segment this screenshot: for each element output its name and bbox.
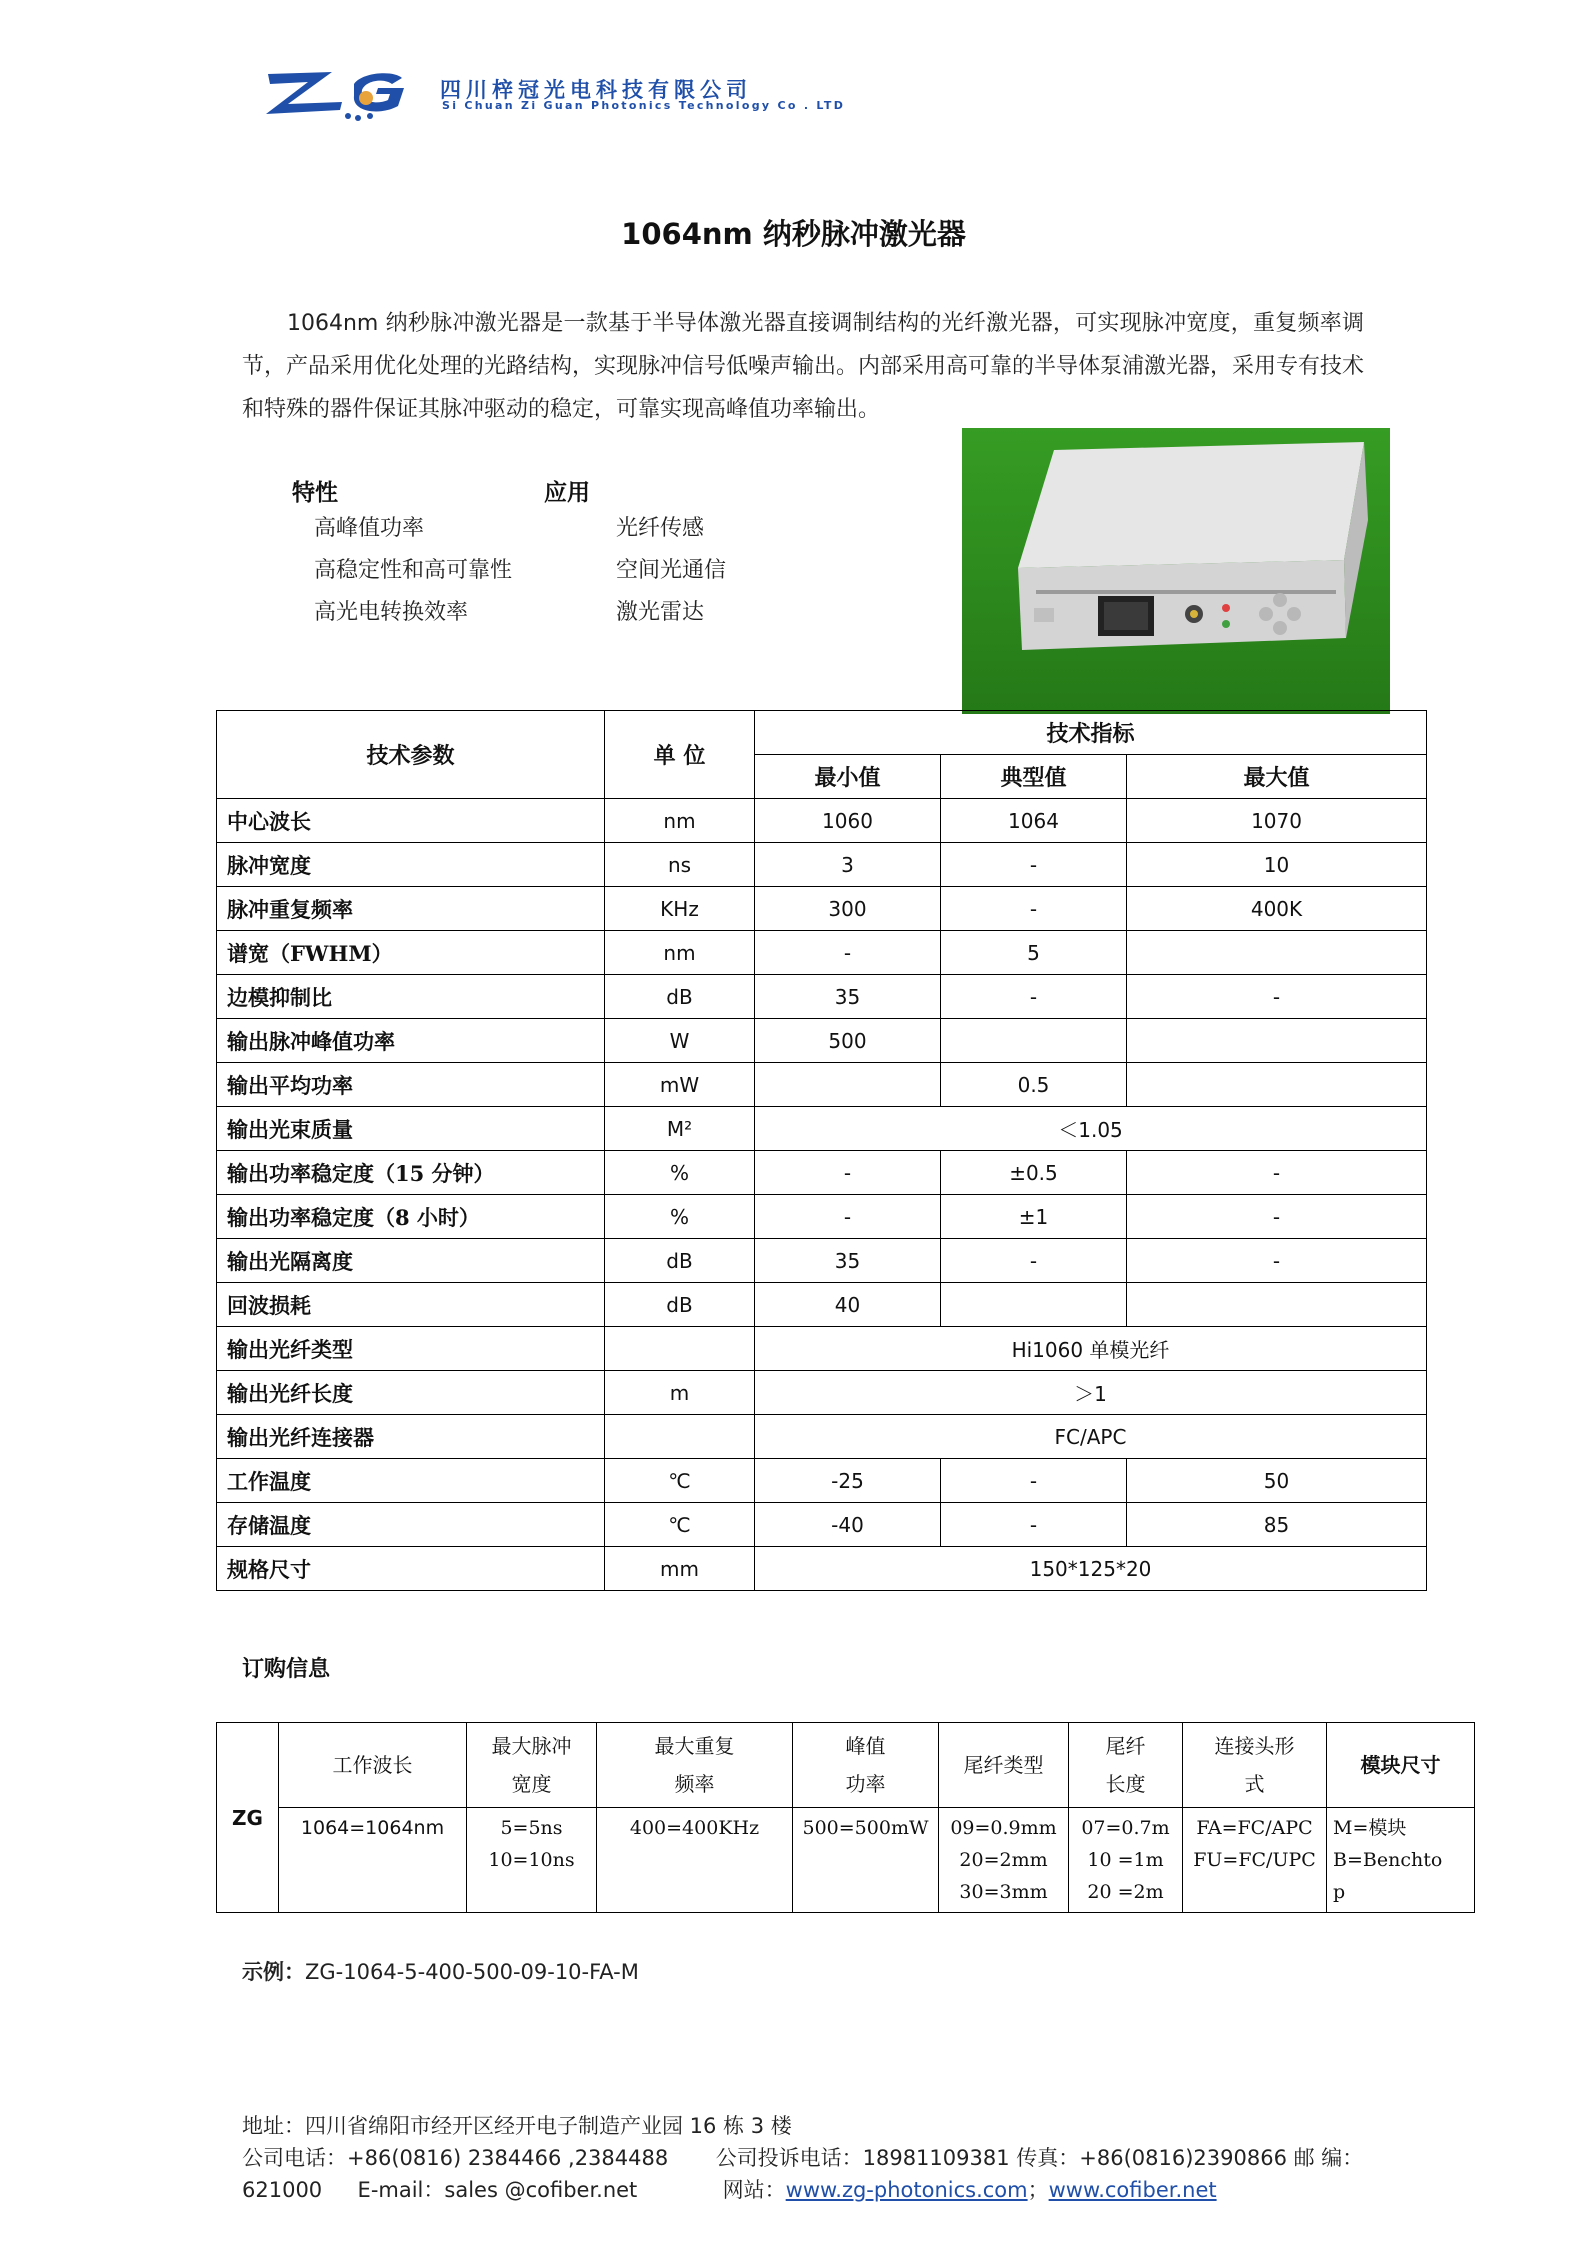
company-name-en: Si Chuan Zi Guan Photonics Technology Co . LTD: [442, 99, 846, 112]
spec-cell-max: -: [1127, 1239, 1427, 1283]
ordering-value: 400=400KHz: [629, 1817, 760, 1839]
website-link-2[interactable]: www.cofiber.net: [1048, 2178, 1217, 2202]
spec-cell-max: 1070: [1127, 799, 1427, 843]
spec-cell-min: 3: [755, 843, 941, 887]
ordering-column-head: [597, 1723, 793, 1808]
spec-cell-max: 50: [1127, 1459, 1427, 1503]
ordering-head-line: 最大重复: [654, 1734, 735, 1758]
spec-row: [217, 1415, 1427, 1459]
ordering-column-head: [1183, 1723, 1327, 1808]
spec-cell-unit: dB: [605, 1283, 755, 1327]
spec-cell-min: -: [755, 1151, 941, 1195]
ordering-value: 1064=1064nm: [300, 1817, 445, 1839]
spec-row: [217, 975, 1427, 1019]
spec-cell-typ: [941, 1283, 1127, 1327]
spec-table: [216, 710, 1427, 1591]
spec-cell-unit: [605, 1415, 755, 1459]
spec-cell-name: 规格尺寸: [217, 1547, 605, 1591]
ordering-column-values: [279, 1808, 467, 1913]
intro-paragraph: 1064nm 纳秒脉冲激光器是一款基于半导体激光器直接调制结构的光纤激光器，可实现脉冲宽度，重复频率调节，产品采用优化处理的光路结构，实现脉冲信号低噪声输出。内部采用高可靠的半导体泵浦激光器，采用专有技术和特殊的器件保证其脉冲驱动的稳定，可靠实现高峰值功率输出。: [242, 311, 1365, 422]
ordering-prefix: ZG: [217, 1723, 279, 1913]
spec-cell-name: 回波损耗: [217, 1283, 605, 1327]
ordering-head-line: 频率: [674, 1772, 715, 1796]
spec-row: [217, 1371, 1427, 1415]
ordering-column-values: [597, 1808, 793, 1913]
ordering-value: 10 =1m: [1087, 1849, 1164, 1871]
spec-cell-max: [1127, 1063, 1427, 1107]
header-spec: 技术指标: [755, 711, 1427, 755]
spec-cell-unit: mW: [605, 1063, 755, 1107]
ordering-value: 09=0.9mm: [950, 1817, 1057, 1839]
company-name-cn: 四川梓冠光电科技有限公司: [440, 78, 752, 102]
ordering-column-head: [1327, 1723, 1475, 1808]
spec-cell-min: -40: [755, 1503, 941, 1547]
header-max: 最大值: [1127, 755, 1427, 799]
spec-row: [217, 1239, 1427, 1283]
spec-cell-typ: 0.5: [941, 1063, 1127, 1107]
spec-cell-unit: m: [605, 1371, 755, 1415]
ordering-value: FU=FC/UPC: [1193, 1849, 1316, 1871]
spec-cell-min: 35: [755, 975, 941, 1019]
spec-row: [217, 1459, 1427, 1503]
spec-row: [217, 1195, 1427, 1239]
spec-cell-merged: ＜1.05: [755, 1107, 1427, 1151]
ordering-head-line: 长度: [1105, 1772, 1146, 1796]
footer-web-sep: ；: [1027, 2178, 1049, 2202]
ordering-value: 20=2mm: [959, 1849, 1048, 1871]
spec-cell-typ: 5: [941, 931, 1127, 975]
spec-cell-unit: mm: [605, 1547, 755, 1591]
footer-phone: 公司电话：+86(0816) 2384466 ,2384488: [242, 2146, 669, 2170]
spec-cell-unit: ℃: [605, 1459, 755, 1503]
spec-cell-name: 输出光隔离度: [217, 1239, 605, 1283]
company-logo: [262, 68, 424, 122]
footer-contact-line: [242, 2174, 1217, 2204]
document-title: 1064nm 纳秒脉冲激光器: [621, 217, 966, 251]
spec-cell-typ: [941, 1019, 1127, 1063]
spec-cell-name: 输出光纤长度: [217, 1371, 605, 1415]
spec-cell-max: 85: [1127, 1503, 1427, 1547]
spec-cell-typ: -: [941, 1503, 1127, 1547]
applications-list: [616, 508, 726, 634]
spec-cell-min: [755, 1063, 941, 1107]
spec-cell-typ: 1064: [941, 799, 1127, 843]
spec-cell-max: -: [1127, 1195, 1427, 1239]
spec-cell-unit: %: [605, 1151, 755, 1195]
ordering-value: B=Benchto: [1333, 1849, 1443, 1871]
spec-cell-unit: %: [605, 1195, 755, 1239]
ordering-head-line: 尾纤类型: [963, 1753, 1044, 1777]
ordering-column-head: [793, 1723, 939, 1808]
ordering-column-values: [1183, 1808, 1327, 1913]
footer-web-label: 网站：: [722, 2178, 786, 2202]
spec-cell-typ: -: [941, 1239, 1127, 1283]
spec-row: [217, 1107, 1427, 1151]
applications-heading: 应用: [544, 480, 590, 506]
spec-cell-unit: W: [605, 1019, 755, 1063]
ordering-value: 30=3mm: [959, 1881, 1048, 1903]
ordering-column-head: [279, 1723, 467, 1808]
spec-row: [217, 1151, 1427, 1195]
website-link-1[interactable]: www.zg-photonics.com: [785, 2178, 1028, 2202]
spec-row: [217, 843, 1427, 887]
spec-cell-max: -: [1127, 975, 1427, 1019]
example-value: ZG-1064-5-400-500-09-10-FA-M: [305, 1960, 639, 1984]
features-list: [314, 508, 512, 634]
ordering-head-line: 尾纤: [1105, 1734, 1146, 1758]
spec-cell-merged: Hi1060 单模光纤: [755, 1327, 1427, 1371]
ordering-head-line: 宽度: [511, 1772, 552, 1796]
ordering-head-line: 模块尺寸: [1360, 1753, 1441, 1777]
feature-item: 高峰值功率: [314, 516, 425, 541]
spec-cell-unit: [605, 1327, 755, 1371]
spec-cell-min: 300: [755, 887, 941, 931]
ordering-value: 07=0.7m: [1081, 1817, 1170, 1839]
ordering-column-head: [939, 1723, 1069, 1808]
footer-zip: 621000: [242, 2178, 323, 2202]
spec-cell-typ: -: [941, 975, 1127, 1019]
spec-cell-max: [1127, 1019, 1427, 1063]
ordering-value: M=模块: [1333, 1817, 1407, 1839]
ordering-column-values: [467, 1808, 597, 1913]
ordering-head-line: 连接头形: [1214, 1734, 1295, 1758]
application-item: 激光雷达: [616, 600, 705, 625]
spec-row: [217, 799, 1427, 843]
footer-email: E-mail：sales @cofiber.net: [357, 2178, 638, 2202]
spec-cell-name: 脉冲重复频率: [217, 887, 605, 931]
ordering-value: 5=5ns: [500, 1817, 563, 1839]
ordering-column-values: [793, 1808, 939, 1913]
ordering-value: p: [1333, 1881, 1346, 1903]
example-label: 示例：: [242, 1960, 305, 1984]
spec-row: [217, 1547, 1427, 1591]
spec-cell-min: -: [755, 931, 941, 975]
spec-cell-merged: FC/APC: [755, 1415, 1427, 1459]
spec-cell-max: 10: [1127, 843, 1427, 887]
spec-cell-name: 输出光束质量: [217, 1107, 605, 1151]
spec-cell-name: 输出脉冲峰值功率: [217, 1019, 605, 1063]
spec-row: [217, 1019, 1427, 1063]
spec-cell-typ: -: [941, 1459, 1127, 1503]
spec-cell-name: 存储温度: [217, 1503, 605, 1547]
ordering-table: [216, 1722, 1475, 1913]
ordering-value: 10=10ns: [488, 1849, 575, 1871]
spec-cell-unit: dB: [605, 1239, 755, 1283]
spec-row: [217, 1283, 1427, 1327]
header-typ: 典型值: [941, 755, 1127, 799]
ordering-column-head: [1069, 1723, 1183, 1808]
spec-cell-name: 输出光纤连接器: [217, 1415, 605, 1459]
spec-cell-typ: -: [941, 843, 1127, 887]
feature-item: 高光电转换效率: [314, 600, 469, 625]
header-unit: 单 位: [605, 711, 755, 799]
footer-complaint: 公司投诉电话：18981109381 传真：+86(0816)2390866 邮 编：: [715, 2146, 1364, 2170]
ordering-head-line: 式: [1244, 1772, 1265, 1796]
spec-cell-unit: ns: [605, 843, 755, 887]
ordering-column-values: [939, 1808, 1069, 1913]
spec-cell-max: 400K: [1127, 887, 1427, 931]
application-item: 空间光通信: [616, 558, 727, 583]
spec-cell-min: 1060: [755, 799, 941, 843]
spec-cell-merged: 150*125*20: [755, 1547, 1427, 1591]
spec-cell-typ: ±0.5: [941, 1151, 1127, 1195]
spec-cell-merged: ＞1: [755, 1371, 1427, 1415]
spec-row: [217, 1063, 1427, 1107]
order-example: [242, 1956, 639, 1986]
spec-cell-name: 工作温度: [217, 1459, 605, 1503]
spec-cell-unit: KHz: [605, 887, 755, 931]
spec-cell-name: 边模抑制比: [217, 975, 605, 1019]
spec-cell-max: [1127, 1283, 1427, 1327]
ordering-value: 20 =2m: [1087, 1881, 1164, 1903]
ordering-head-line: 峰值: [845, 1734, 886, 1758]
spec-row: [217, 931, 1427, 975]
ordering-value: FA=FC/APC: [1196, 1817, 1313, 1839]
laser-device-photo-icon: [962, 428, 1390, 714]
ordering-heading: 订购信息: [242, 1657, 331, 1682]
spec-cell-name: 输出功率稳定度（15 分钟）: [217, 1151, 605, 1195]
footer-address: 地址：四川省绵阳市经开区经开电子制造产业园 16 栋 3 楼: [242, 2114, 792, 2138]
spec-cell-name: 输出功率稳定度（8 小时）: [217, 1195, 605, 1239]
spec-row: [217, 887, 1427, 931]
ordering-value: 500=500mW: [802, 1817, 929, 1839]
spec-cell-unit: nm: [605, 931, 755, 975]
ordering-column-head: [467, 1723, 597, 1808]
footer-phones: [242, 2142, 1363, 2172]
spec-cell-unit: dB: [605, 975, 755, 1019]
spec-cell-unit: ℃: [605, 1503, 755, 1547]
spec-row: [217, 1503, 1427, 1547]
spec-cell-max: [1127, 931, 1427, 975]
ordering-column-values: [1327, 1808, 1475, 1913]
spec-cell-max: -: [1127, 1151, 1427, 1195]
spec-cell-min: 35: [755, 1239, 941, 1283]
features-heading: 特性: [292, 480, 338, 506]
spec-cell-typ: -: [941, 887, 1127, 931]
ordering-column-values: [1069, 1808, 1183, 1913]
spec-cell-typ: ±1: [941, 1195, 1127, 1239]
application-item: 光纤传感: [616, 516, 705, 541]
ordering-head-line: 功率: [845, 1772, 886, 1796]
ordering-head-line: 工作波长: [332, 1753, 413, 1777]
spec-cell-name: 输出平均功率: [217, 1063, 605, 1107]
spec-cell-min: -25: [755, 1459, 941, 1503]
spec-cell-min: 40: [755, 1283, 941, 1327]
spec-row: [217, 1327, 1427, 1371]
spec-cell-min: 500: [755, 1019, 941, 1063]
ordering-head-line: 最大脉冲: [491, 1734, 572, 1758]
spec-cell-name: 谱宽（FWHM）: [217, 931, 605, 975]
spec-cell-min: -: [755, 1195, 941, 1239]
feature-item: 高稳定性和高可靠性: [314, 558, 513, 583]
spec-cell-name: 脉冲宽度: [217, 843, 605, 887]
header-min: 最小值: [755, 755, 941, 799]
spec-cell-name: 中心波长: [217, 799, 605, 843]
header-param: 技术参数: [217, 711, 605, 799]
spec-cell-name: 输出光纤类型: [217, 1327, 605, 1371]
spec-cell-unit: M²: [605, 1107, 755, 1151]
spec-cell-unit: nm: [605, 799, 755, 843]
